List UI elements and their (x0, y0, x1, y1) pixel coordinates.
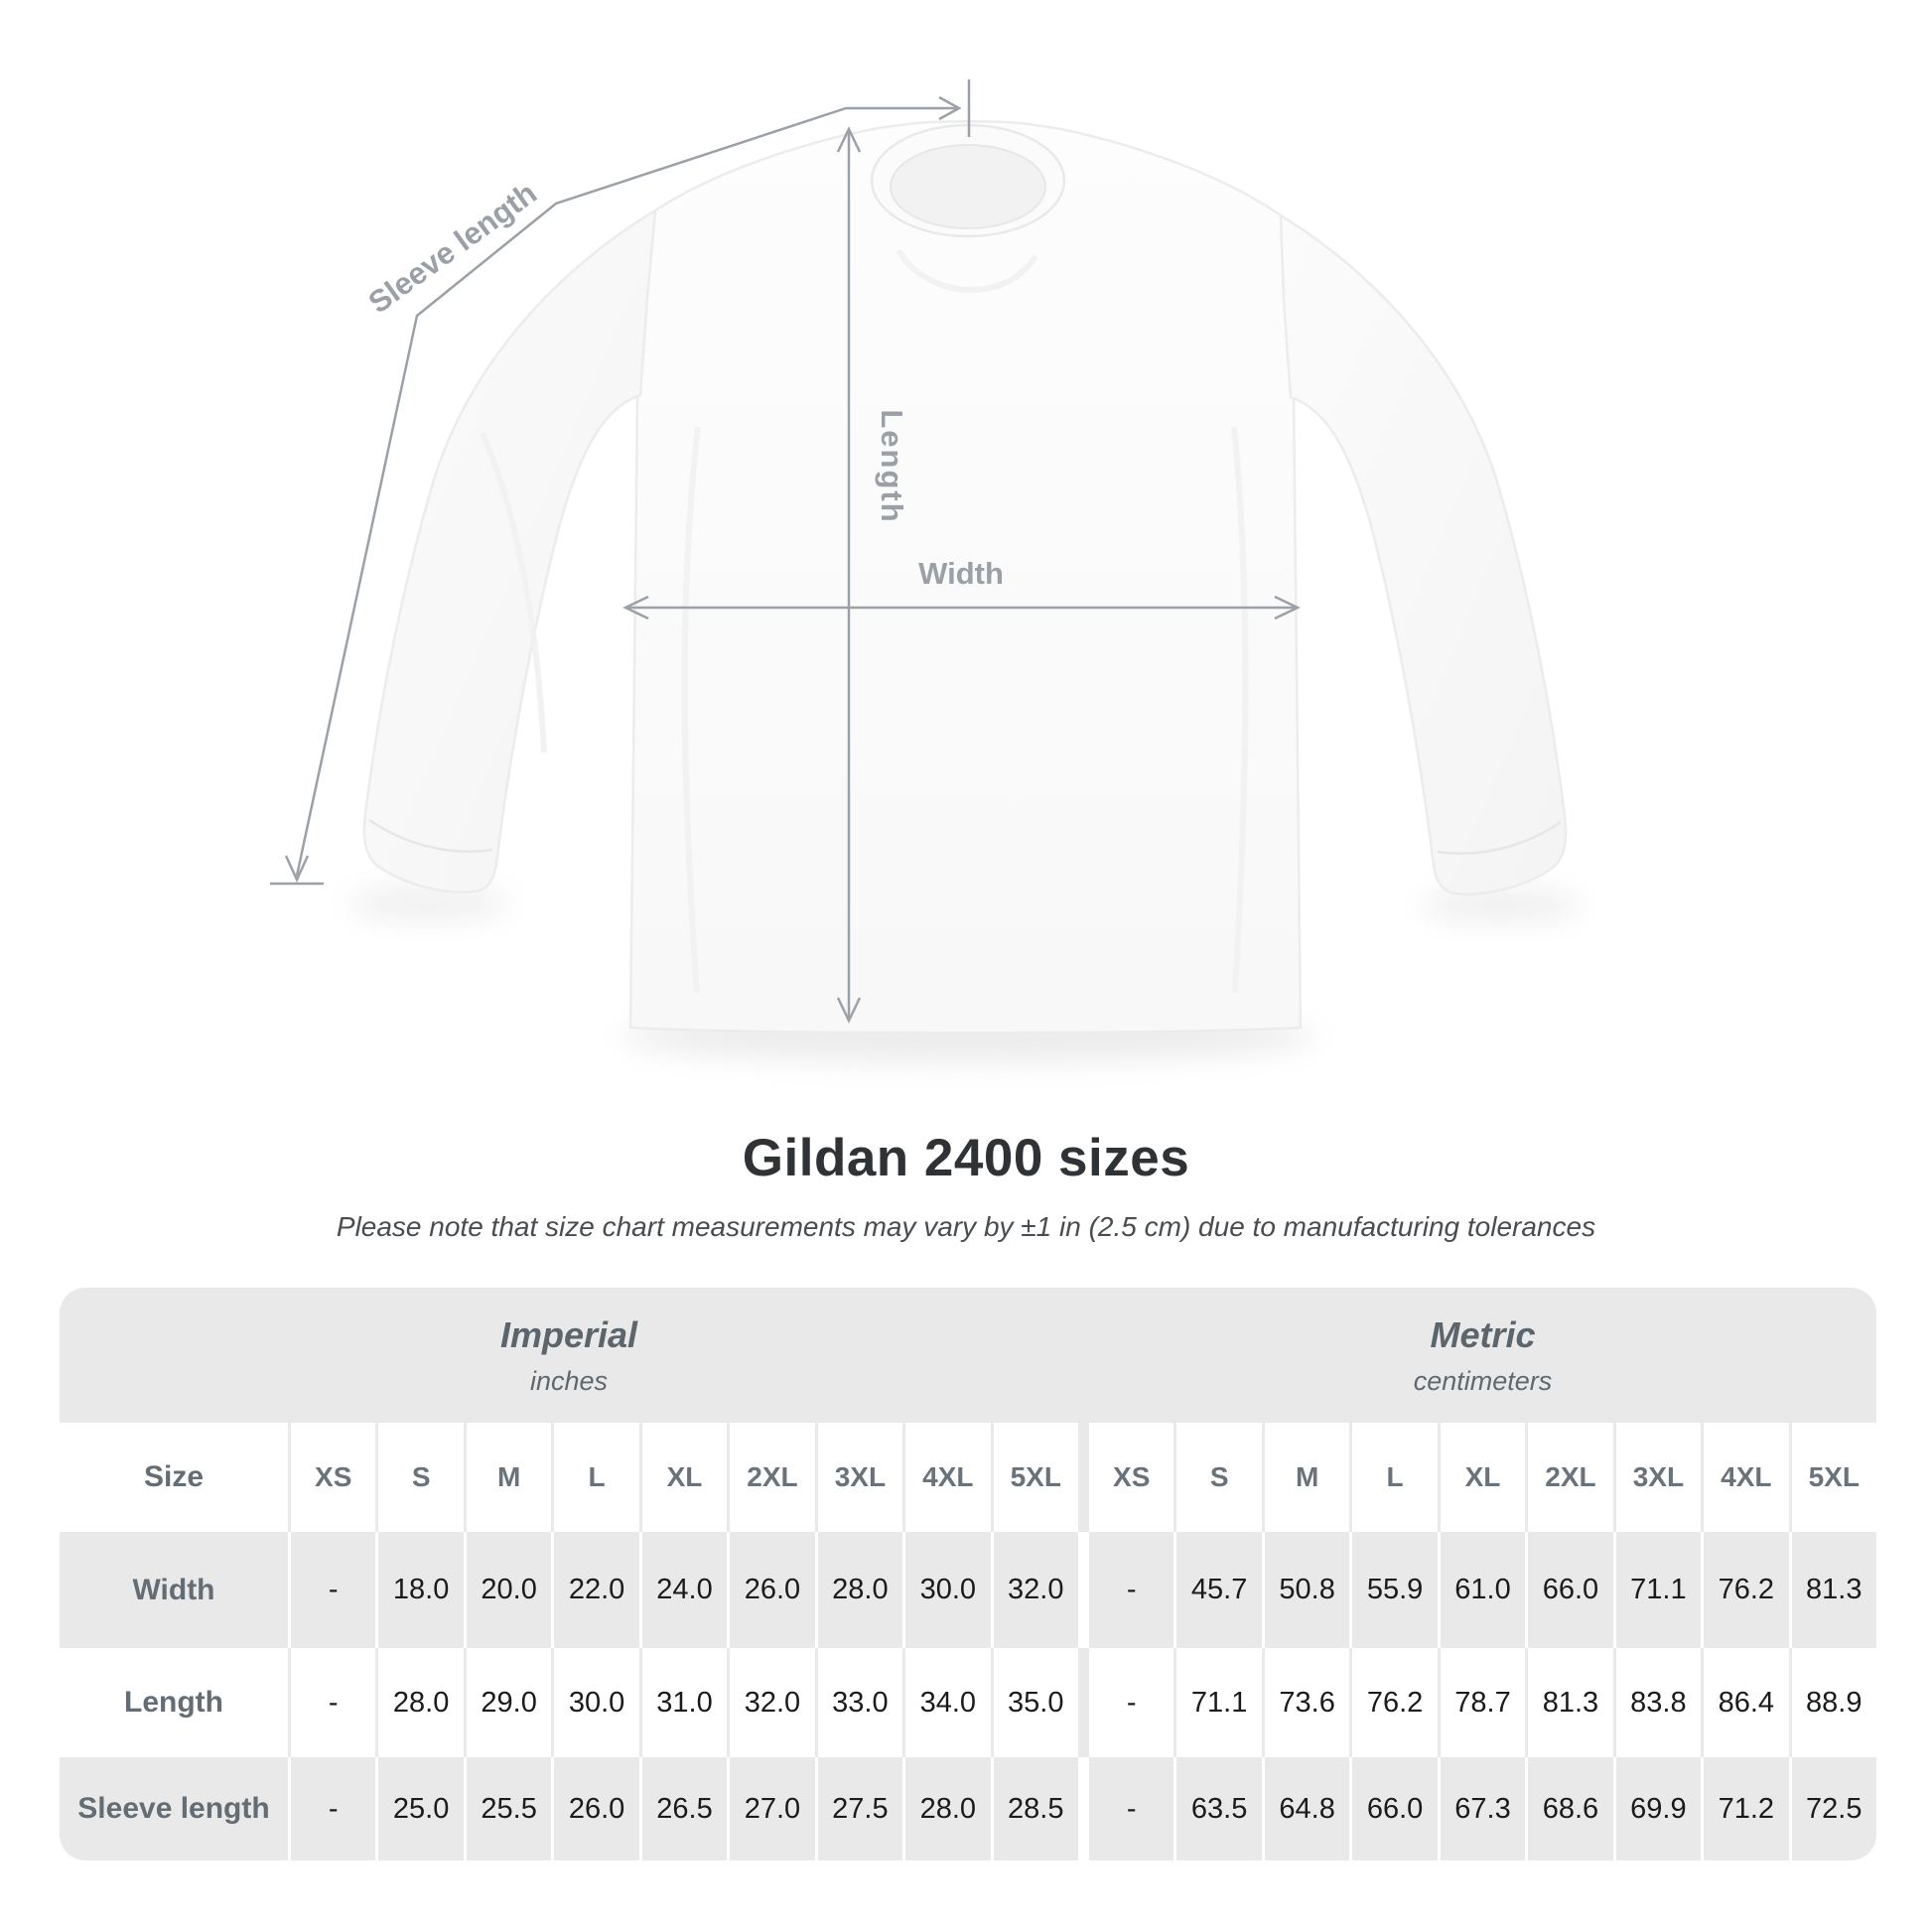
value-cell: 50.8 (1265, 1532, 1349, 1648)
value-cell: 86.4 (1704, 1648, 1788, 1757)
page-title: Gildan 2400 sizes (742, 1129, 1190, 1187)
size-col-metric-5xl: 5XL (1792, 1423, 1876, 1532)
value-cell: 27.0 (730, 1757, 814, 1861)
sleeve-length-label: Sleeve length (361, 175, 543, 321)
value-cell: 34.0 (905, 1648, 990, 1757)
value-cell: 83.8 (1616, 1648, 1701, 1757)
value-cell: 63.5 (1176, 1757, 1261, 1861)
table-row-length (60, 1648, 1876, 1757)
value-cell: 30.0 (905, 1532, 990, 1648)
size-col-metric-3xl: 3XL (1616, 1423, 1701, 1532)
value-cell: 32.0 (730, 1648, 814, 1757)
unit-group-header (60, 1288, 1876, 1423)
value-cell: 25.5 (467, 1757, 551, 1861)
value-cell: - (1089, 1648, 1173, 1757)
value-cell: 66.0 (1528, 1532, 1612, 1648)
value-cell: 73.6 (1265, 1648, 1349, 1757)
value-cell: 66.0 (1352, 1757, 1437, 1861)
imperial-group-unit: inches (529, 1365, 609, 1396)
value-cell: 71.1 (1176, 1648, 1261, 1757)
value-cell: 22.0 (554, 1532, 638, 1648)
size-col-imperial-4xl: 4XL (905, 1423, 990, 1532)
value-cell: - (291, 1532, 375, 1648)
collar-inner (891, 145, 1045, 228)
value-cell: 28.5 (994, 1757, 1078, 1861)
size-header-row (60, 1423, 1876, 1532)
size-col-metric-xl: XL (1441, 1423, 1525, 1532)
row-label: Sleeve length (60, 1757, 288, 1861)
row-label: Length (60, 1648, 288, 1757)
width-label: Width (918, 556, 1004, 591)
value-cell: 31.0 (642, 1648, 727, 1757)
size-col-metric-l: L (1352, 1423, 1437, 1532)
size-col-metric-m: M (1265, 1423, 1349, 1532)
group-divider (1081, 1648, 1086, 1757)
table-row-width (60, 1532, 1876, 1648)
value-cell: 68.6 (1528, 1757, 1612, 1861)
value-cell: 76.2 (1352, 1648, 1437, 1757)
value-cell: 55.9 (1352, 1532, 1437, 1648)
value-cell: 28.0 (905, 1757, 990, 1861)
size-col-imperial-m: M (467, 1423, 551, 1532)
value-cell: 88.9 (1792, 1648, 1876, 1757)
size-col-metric-2xl: 2XL (1528, 1423, 1612, 1532)
value-cell: 35.0 (994, 1648, 1078, 1757)
value-cell: 30.0 (554, 1648, 638, 1757)
value-cell: 67.3 (1441, 1757, 1525, 1861)
value-cell: 69.9 (1616, 1757, 1701, 1861)
row-label: Width (60, 1532, 288, 1648)
value-cell: 29.0 (467, 1648, 551, 1757)
value-cell: 81.3 (1528, 1648, 1612, 1757)
imperial-group-title: Imperial (499, 1313, 638, 1355)
size-col-imperial-xl: XL (642, 1423, 727, 1532)
imperial-group-header (60, 1288, 1078, 1423)
value-cell: 26.0 (730, 1532, 814, 1648)
size-col-imperial-xs: XS (291, 1423, 375, 1532)
size-col-imperial-l: L (554, 1423, 638, 1532)
value-cell: - (291, 1757, 375, 1861)
value-cell: 24.0 (642, 1532, 727, 1648)
metric-group-title: Metric (1430, 1313, 1536, 1355)
group-divider (1081, 1423, 1086, 1532)
size-column-header: Size (60, 1423, 288, 1532)
value-cell: 64.8 (1265, 1757, 1349, 1861)
size-col-imperial-s: S (378, 1423, 463, 1532)
value-cell: 20.0 (467, 1532, 551, 1648)
group-divider (1081, 1532, 1086, 1648)
value-cell: 28.0 (818, 1532, 902, 1648)
value-cell: 61.0 (1441, 1532, 1525, 1648)
size-col-imperial-3xl: 3XL (818, 1423, 902, 1532)
value-cell: 78.7 (1441, 1648, 1525, 1757)
value-cell: 72.5 (1792, 1757, 1876, 1861)
value-cell: 25.0 (378, 1757, 463, 1861)
tolerance-note: Please note that size chart measurements may vary by ±1 in (2.5 cm) due to manufacturing tolerances (336, 1211, 1596, 1242)
size-col-imperial-2xl: 2XL (730, 1423, 814, 1532)
value-cell: 18.0 (378, 1532, 463, 1648)
table-row-sleeve-length (60, 1757, 1876, 1861)
value-cell: 71.2 (1704, 1757, 1788, 1861)
value-cell: 32.0 (994, 1532, 1078, 1648)
value-cell: 33.0 (818, 1648, 902, 1757)
metric-group-header (1089, 1288, 1876, 1423)
value-cell: 28.0 (378, 1648, 463, 1757)
value-cell: - (291, 1648, 375, 1757)
value-cell: 76.2 (1704, 1532, 1788, 1648)
length-label: Length (875, 409, 909, 524)
value-cell: - (1089, 1757, 1173, 1861)
value-cell: - (1089, 1532, 1173, 1648)
group-divider (1081, 1757, 1086, 1861)
size-table (60, 1288, 1876, 1861)
size-col-imperial-5xl: 5XL (994, 1423, 1078, 1532)
value-cell: 27.5 (818, 1757, 902, 1861)
value-cell: 26.5 (642, 1757, 727, 1861)
value-cell: 26.0 (554, 1757, 638, 1861)
value-cell: 71.1 (1616, 1532, 1701, 1648)
shirt-left-sleeve (364, 210, 655, 893)
value-cell: 81.3 (1792, 1532, 1876, 1648)
size-col-metric-xs: XS (1089, 1423, 1173, 1532)
metric-group-unit: centimeters (1413, 1365, 1553, 1396)
size-col-metric-4xl: 4XL (1704, 1423, 1788, 1532)
value-cell: 45.7 (1176, 1532, 1261, 1648)
shirt-right-sleeve (1281, 215, 1566, 895)
size-col-metric-s: S (1176, 1423, 1261, 1532)
